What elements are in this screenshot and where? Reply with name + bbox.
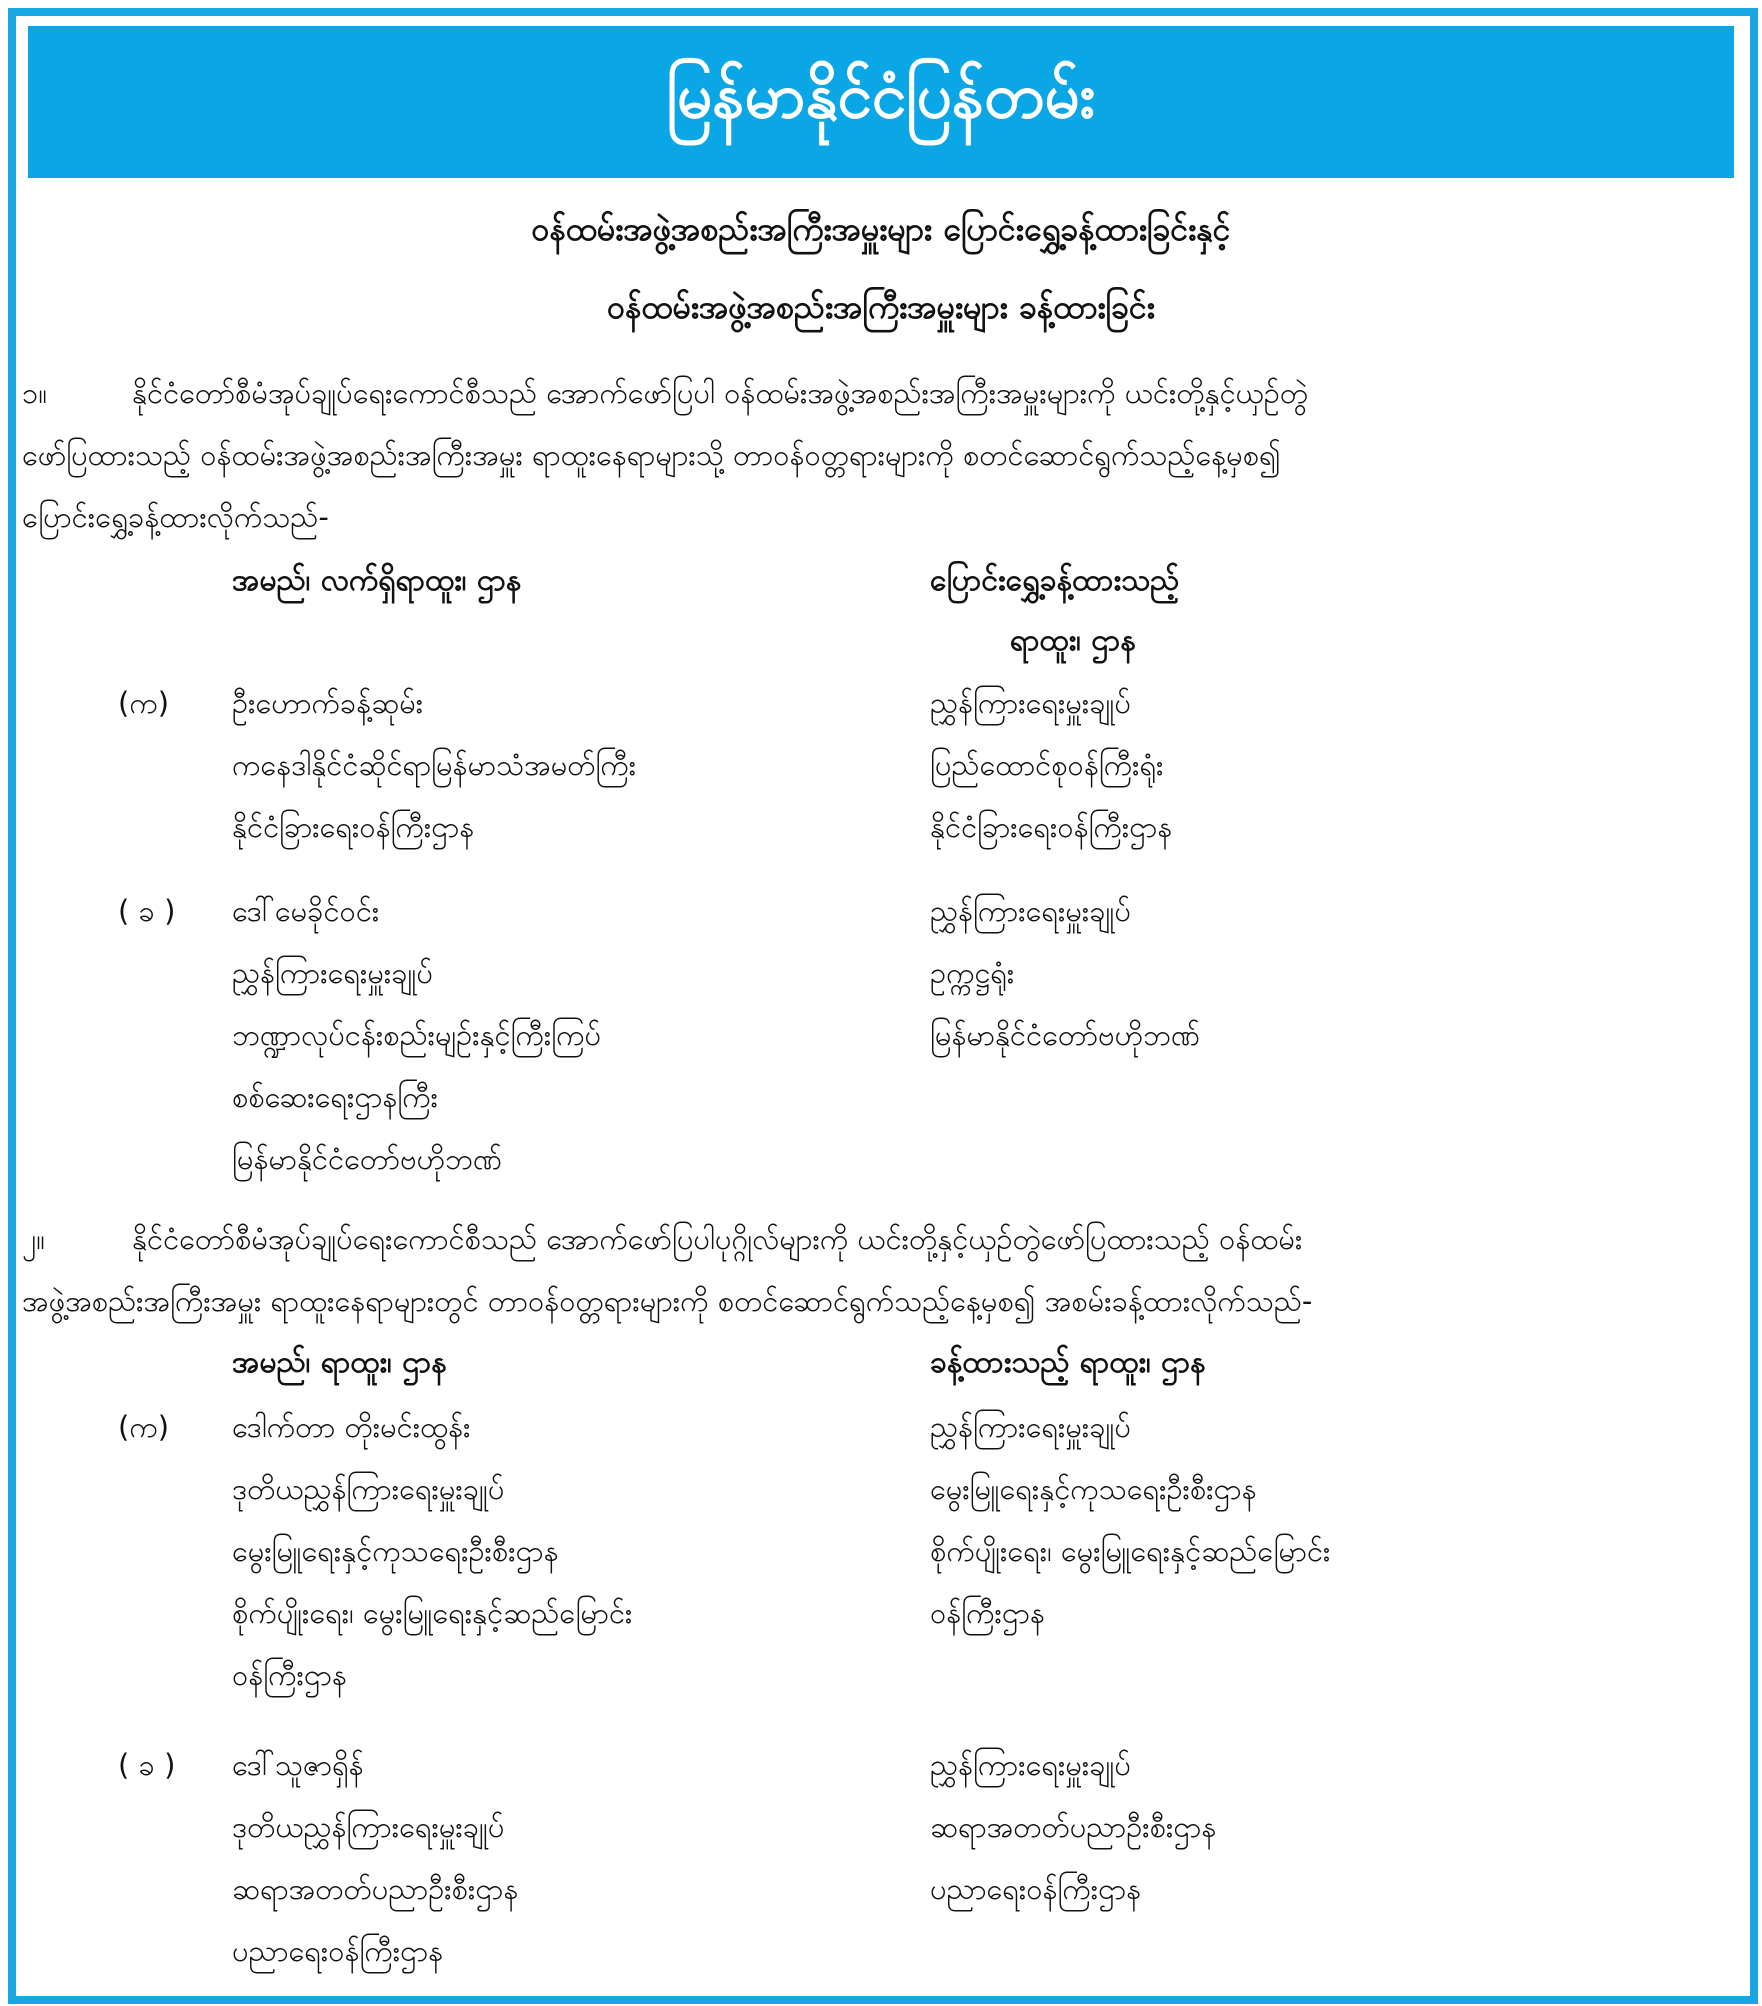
title-banner <box>28 26 1734 178</box>
entry-line: ဆရာအတတ်ပညာဦးစီးဌာန <box>930 1810 1217 1844</box>
entry-line: ဥက္ကဋ္ဌရုံး <box>930 956 1015 990</box>
entry-line: ဒုတိယညွှန်ကြားရေးမှူးချုပ် <box>232 1810 505 1844</box>
entry-marker: ( ခ ) <box>118 894 176 928</box>
entry-line: ဒေါ်မေခိုင်ဝင်း <box>232 894 380 928</box>
section2-col-left-head: အမည်၊ ရာထူး၊ ဌာန <box>232 1345 447 1380</box>
entry-line: ညွှန်ကြားရေးမှူးချုပ် <box>930 1748 1131 1782</box>
section2-col-right-head: ခန့်ထားသည့် ရာထူး၊ ဌာန <box>930 1345 1206 1380</box>
entry-line: ပညာရေးဝန်ကြီးဌာန <box>232 1934 444 1968</box>
entry-line: ဦးဟောက်ခန့်ဆုမ်း <box>232 686 424 720</box>
entry-line: စစ်ဆေးရေးဌာနကြီး <box>232 1080 439 1114</box>
entry-line: ပြည်ထောင်စုဝန်ကြီးရုံး <box>930 748 1164 782</box>
entry-marker: (က) <box>118 686 170 720</box>
entry-line: စိုက်ပျိုးရေး၊ မွေးမြူရေးနှင့်ဆည်မြောင်း <box>930 1534 1331 1568</box>
section2-number: ၂။ <box>22 1222 46 1256</box>
section1-number: ၁။ <box>22 376 48 410</box>
section2-paragraph <box>22 1208 1742 1332</box>
section2-text-line: နိုင်ငံတော်စီမံအုပ်ချုပ်ရေးကောင်စီသည် အောက်ဖော်ပြပါပုဂ္ဂိုလ်များကို ယင်းတို့နှင့်ယှဉ်တွဲဖော်ပြထားသည့် ဝန်ထမ်း <box>132 1222 1303 1256</box>
section2-entry2-left <box>232 1734 518 1982</box>
entry-marker: ( ခ ) <box>118 1748 176 1782</box>
entry-line: ဘဏ္ဍာလုပ်ငန်းစည်းမျဉ်းနှင့်ကြီးကြပ် <box>232 1018 602 1052</box>
entry-line: ဒုတိယညွှန်ကြားရေးမှူးချုပ် <box>232 1472 505 1506</box>
section2-entry2-right <box>930 1734 1216 1920</box>
entry-line: ညွှန်ကြားရေးမှူးချုပ် <box>930 1410 1131 1444</box>
entry-line: စိုက်ပျိုးရေး၊ မွေးမြူရေးနှင့်ဆည်မြောင်း <box>232 1596 633 1630</box>
section1-text-line: ပြောင်းရွှေ့ခန့်ထားလိုက်သည်- <box>22 500 329 534</box>
entry-line: ဒေါ်သူဇာရှိန် <box>232 1748 364 1782</box>
entry-line: မြန်မာနိုင်ငံတော်ဗဟိုဘဏ် <box>930 1018 1201 1052</box>
entry-line: ဝန်ကြီးဌာန <box>930 1596 1045 1630</box>
section1-entry1-left <box>232 672 636 858</box>
section1-entry1-right <box>930 672 1172 858</box>
section2-entry1-left <box>232 1396 632 1706</box>
section1-text-line: ဖော်ပြထားသည့် ဝန်ထမ်းအဖွဲ့အစည်းအကြီးအမှူး ရာထူးနေရာများသို့ တာဝန်ဝတ္တရားများကို စတင်ဆောင်ရွက်သည့်နေ့မှစ၍ <box>22 438 1281 472</box>
entry-line: မွေးမြူရေးနှင့်ကုသရေးဦးစီးဌာန <box>930 1472 1257 1506</box>
section2-entry1-right <box>930 1396 1330 1644</box>
section1-col-right-head-line2: ရာထူး၊ ဌာန <box>1010 623 1136 658</box>
entry-line: မြန်မာနိုင်ငံတော်ဗဟိုဘဏ် <box>232 1142 503 1176</box>
section1-text-line: နိုင်ငံတော်စီမံအုပ်ချုပ်ရေးကောင်စီသည် အောက်ဖော်ပြပါ ဝန်ထမ်းအဖွဲ့အစည်းအကြီးအမှူးများကို ယင်းတို့နှင့်ယှဉ်တွဲ <box>132 376 1309 410</box>
subtitle-line-1: ဝန်ထမ်းအဖွဲ့အစည်းအကြီးအမှူးများ ပြောင်းရွှေ့ခန့်ထားခြင်းနှင့် <box>531 210 1231 248</box>
entry-line: ကနေဒါနိုင်ငံဆိုင်ရာမြန်မာသံအမတ်ကြီး <box>232 748 637 782</box>
entry-marker: (က) <box>118 1410 170 1444</box>
subtitle-line-2: ဝန်ထမ်းအဖွဲ့အစည်းအကြီးအမှူးများ ခန့်ထားခြင်း <box>607 288 1155 326</box>
section2-text-line: အဖွဲ့အစည်းအကြီးအမှူး ရာထူးနေရာများတွင် တာဝန်ဝတ္တရားများကို စတင်ဆောင်ရွက်သည့်နေ့မှစ၍ အစမ်းခန့်ထားလိုက်သည်- <box>22 1284 1313 1318</box>
entry-line: နိုင်ငံခြားရေးဝန်ကြီးဌာန <box>930 810 1173 844</box>
section1-entry2-right <box>930 880 1200 1066</box>
entry-line: ညွှန်ကြားရေးမှူးချုပ် <box>930 894 1131 928</box>
entry-line: ဆရာအတတ်ပညာဦးစီးဌာန <box>232 1872 519 1906</box>
entry-line: နိုင်ငံခြားရေးဝန်ကြီးဌာန <box>232 810 475 844</box>
section1-col-right-head-line1: ပြောင်းရွှေ့ခန့်ထားသည့် <box>930 563 1180 598</box>
page-title: မြန်မာနိုင်ငံပြန်တမ်း <box>666 58 1096 132</box>
entry-line: ပညာရေးဝန်ကြီးဌာန <box>930 1872 1142 1906</box>
entry-line: ညွှန်ကြားရေးမှူးချုပ် <box>232 956 433 990</box>
section1-col-left-head: အမည်၊ လက်ရှိရာထူး၊ ဌာန <box>232 563 522 598</box>
section1-paragraph <box>22 362 1742 548</box>
entry-line: မွေးမြူရေးနှင့်ကုသရေးဦးစီးဌာန <box>232 1534 559 1568</box>
entry-line: ညွှန်ကြားရေးမှူးချုပ် <box>930 686 1131 720</box>
section1-entry2-left <box>232 880 601 1190</box>
entry-line: ဝန်ကြီးဌာန <box>232 1658 347 1692</box>
entry-line: ဒေါက်တာ တိုးမင်းထွန်း <box>232 1410 471 1444</box>
